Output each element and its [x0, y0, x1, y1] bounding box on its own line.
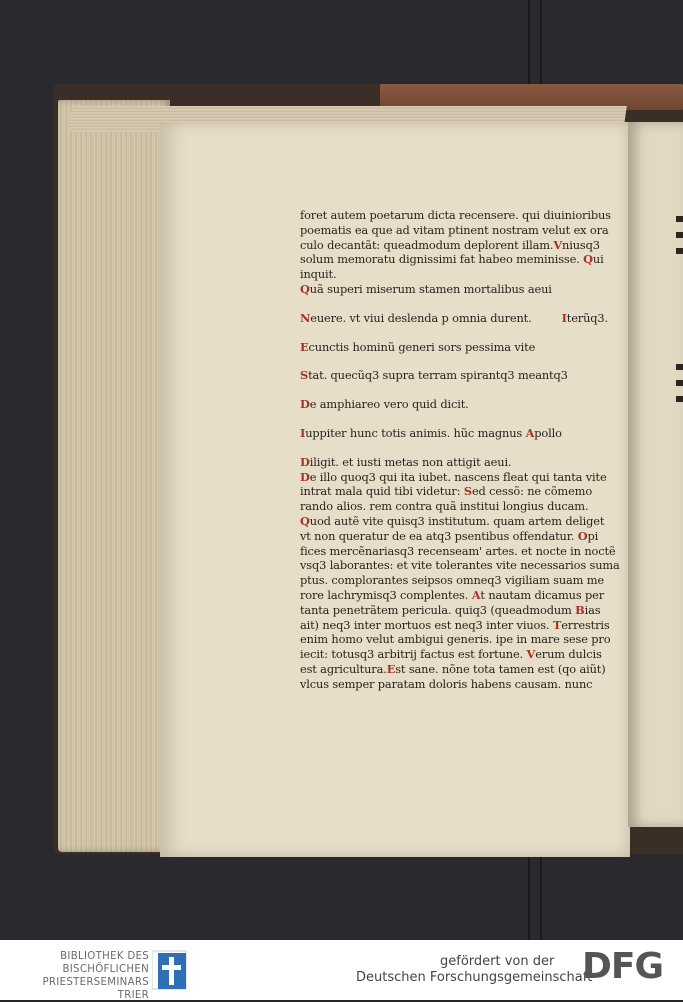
rubric-initial: S [463, 484, 472, 499]
prose-line [300, 647, 602, 662]
text-line: foret autem poetarum dicta recensere. qui diuinioribus [300, 208, 611, 222]
verse-line [300, 310, 608, 326]
prose-text: ed cessõ: ne cõmemo [471, 484, 593, 499]
prose-line: vlcus semper paratam doloris habens causam. nunc [300, 676, 593, 691]
verse-text: pollo [534, 425, 562, 440]
verse-text: uppiter hunc totis animis. hũc magnus [305, 425, 523, 440]
right-page-text-mark [676, 248, 683, 254]
prose-text: ait) neq3 inter mortuos est neq3 inter viuos. [300, 617, 550, 632]
prose-line: enim homo velut ambigui generis. ipe in mare sese pro [300, 632, 611, 647]
prose-text: st sane. nõne tota tamen est (qo aiũt) [395, 661, 606, 676]
prose-text: ias [584, 602, 601, 617]
dfg-logo: DFG [582, 946, 664, 987]
rubric-initial: V [526, 647, 536, 662]
prose-line [300, 484, 596, 499]
right-page-text-mark [676, 232, 683, 238]
prose-text: uod autẽ vite quisq3 institutum. quam artem deliget [309, 513, 605, 528]
rubric-initial: D [300, 469, 310, 484]
prose-text: vt non queratur de ea atq3 psentibus offendatur. [300, 528, 575, 543]
verse-line [300, 282, 596, 297]
verse-text: cunctis hominũ generi sors pessima vite [308, 339, 536, 354]
prose-line [300, 528, 599, 544]
text-span: solum memoratu dignissimi fat habeo meminisse. [300, 252, 580, 267]
right-page-text-mark [676, 380, 683, 386]
text-line [300, 237, 600, 253]
rubric-initial: I [300, 425, 306, 440]
prose-line [300, 469, 607, 485]
page-stack [58, 100, 170, 852]
library-name-line: BISCHÖFLICHEN [62, 964, 149, 975]
rubric-initial: D [300, 397, 310, 412]
prose-line [300, 661, 606, 677]
verse-text: uã superi miserum stamen mortalibus aeui [309, 281, 552, 296]
verse-line [300, 426, 596, 441]
page-text-block [300, 208, 620, 692]
text-line: poematis ea que ad vitam ptinent nostram velut ex ora [300, 222, 609, 237]
right-page-text-mark [676, 364, 683, 370]
rubric-initial: A [471, 587, 481, 602]
prose-line [300, 617, 610, 633]
verse-text: e amphiareo vero quid dicit. [309, 397, 469, 412]
prose-text: e illo quoq3 qui ita iubet. nascens fleat qui tanta vite [309, 469, 607, 484]
funding-text: Deutschen Forschungsgemeinschaft [356, 970, 593, 985]
prose-text: iecit: totusq3 arbitrij factus est fortune. [300, 647, 524, 662]
library-name [14, 950, 149, 1002]
rubric-initial: Q [300, 513, 310, 528]
funding-text: gefördert von der [440, 954, 555, 969]
text-line: inquit. [300, 267, 337, 282]
prose-line [300, 513, 605, 529]
rubric-initial: Q [583, 252, 593, 267]
prose-line [300, 602, 601, 618]
cross-logo-icon [152, 947, 188, 991]
text-span: niusq3 [562, 237, 600, 252]
rubric-initial: S [300, 368, 309, 383]
rubric-initial: Q [300, 281, 310, 296]
text-span: culo decantãt: queadmodum deplorent illam. [300, 237, 554, 252]
prose-text: t nautam dicamus per [480, 587, 605, 602]
right-page-text-mark [676, 216, 683, 222]
library-name-line: PRIESTERSEMINARS TRIER [42, 977, 149, 1001]
prose-text: errestris [561, 617, 610, 632]
prose-text: intrat mala quid tibi videtur: [300, 484, 461, 499]
prose-line [300, 455, 596, 470]
prose-line: fices mercẽnariasq3 recenseam' artes. et nocte in noctẽ [300, 543, 616, 558]
verse-line [300, 397, 596, 412]
prose-line [300, 587, 605, 603]
rubric-initial: D [300, 454, 310, 469]
rubric-initial: B [575, 602, 585, 617]
rubric-initial: E [300, 339, 309, 354]
verse-line [300, 368, 596, 383]
rubric-initial: I [561, 310, 567, 325]
rubric-initial: N [300, 310, 311, 325]
prose-line: ptus. complorantes seipsos omneq3 vigiliam suam me [300, 573, 605, 588]
verse-text: tat. quecũq3 supra terram spirantq3 meantq3 [308, 368, 568, 383]
prose-text: rore lachrymisq3 complentes. [300, 587, 469, 602]
rubric-initial: T [552, 617, 562, 632]
right-page [628, 122, 683, 827]
verse-text: terũq3. [566, 310, 608, 325]
rubric-initial: O [577, 528, 588, 543]
prose-text: erum dulcis [535, 647, 602, 662]
prose-text: pi [587, 528, 599, 543]
prose-text: tanta penetrãtem pericula. quiq3 (queadmodum [300, 602, 572, 617]
rubric-initial: V [553, 237, 563, 252]
prose-line: vsq3 laborantes: et vite tolerantes vite necessarios suma [300, 558, 620, 573]
rubric-initial: A [525, 425, 535, 440]
rubric-initial: E [386, 661, 396, 676]
prose-text: iligit. et iusti metas non attigit aeui. [309, 454, 512, 469]
verse-line [300, 340, 596, 355]
prose-line: rando alios. rem contra quã institui longius ducam. [300, 499, 589, 514]
prose-text: est agricultura. [300, 661, 387, 676]
right-page-text-mark [676, 396, 683, 402]
text-span: ui [592, 252, 604, 267]
library-name-line: BIBLIOTHEK DES [60, 951, 149, 962]
verse-text: euere. vt viui deslenda p omnia durent. [310, 310, 532, 325]
text-line [300, 252, 604, 267]
